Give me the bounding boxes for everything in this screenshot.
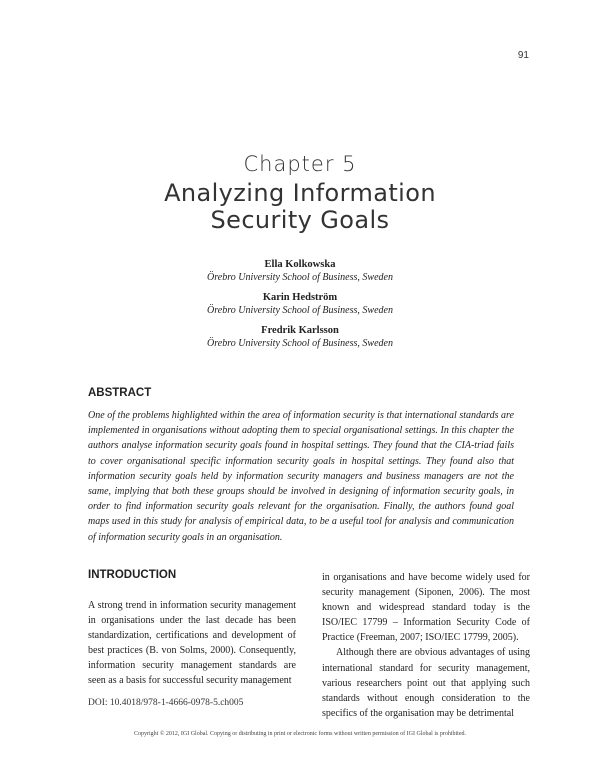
author-name: Ella Kolkowska — [264, 259, 336, 270]
author-affiliation: Örebro University School of Business, Sweden — [207, 305, 393, 316]
abstract-text: One of the problems highlighted within the area of information security is that international standards are implemented in organisations without adopting them to special organisational settings. In this chapter the authors analyse information security goals found in hospital settings. They found that the CIA-triad fails to cover organisational specific information security goals in hospital settings. They found also that information security goals held by information security managers and business managers are not the same, implying that both these groups should be involved in designing of information security goals, in order to find information security goals relevant for the organisation. Finally, the authors found goal maps used in this study for analysis of empirical data, to be a useful tool for analysis and communication of information security goals in an organisation. — [88, 410, 514, 543]
title-line-1: Analyzing Information — [164, 179, 436, 207]
author-block — [0, 324, 600, 350]
paragraph: in organisations and have become widely used for security management (Siponen, 2006). The most known and widespread standard today is the ISO/IEC 17799 – Information Security Code of Practice (Freeman, 2007; ISO/IEC 17799, 2005). — [322, 572, 530, 644]
doi: DOI: 10.4018/978-1-4666-0978-5.ch005 — [88, 698, 244, 708]
introduction-heading: INTRODUCTION — [88, 569, 177, 581]
author-block — [0, 291, 600, 317]
author-block — [0, 258, 600, 284]
introduction-left-column: A strong trend in information security management in organisations under the last decade has been standardization, certifications and development of best practices (B. von Solms, 2000). Consequently, information security management standards are seen as a basis for successful security management — [88, 600, 296, 687]
author-name: Fredrik Karlsson — [261, 325, 339, 336]
chapter-title — [0, 180, 600, 234]
title-line-2: Security Goals — [210, 206, 390, 234]
copyright-notice: Copyright © 2012, IGI Global. Copying or distributing in print or electronic forms without written permission of IGI Global is prohibited. — [133, 731, 466, 737]
abstract-heading: ABSTRACT — [88, 387, 152, 399]
chapter-label: Chapter 5 — [243, 152, 357, 176]
author-affiliation: Örebro University School of Business, Sweden — [207, 272, 393, 283]
page-number: 91 — [517, 50, 529, 61]
author-name: Karin Hedström — [262, 292, 338, 303]
paragraph: Although there are obvious advantages of using international standard for security management, various researchers point out that applying such standards without enough consideration to the specifics of the organisation may be detrimental — [322, 647, 530, 719]
author-affiliation: Örebro University School of Business, Sweden — [207, 338, 393, 349]
introduction-right-column — [322, 570, 530, 721]
